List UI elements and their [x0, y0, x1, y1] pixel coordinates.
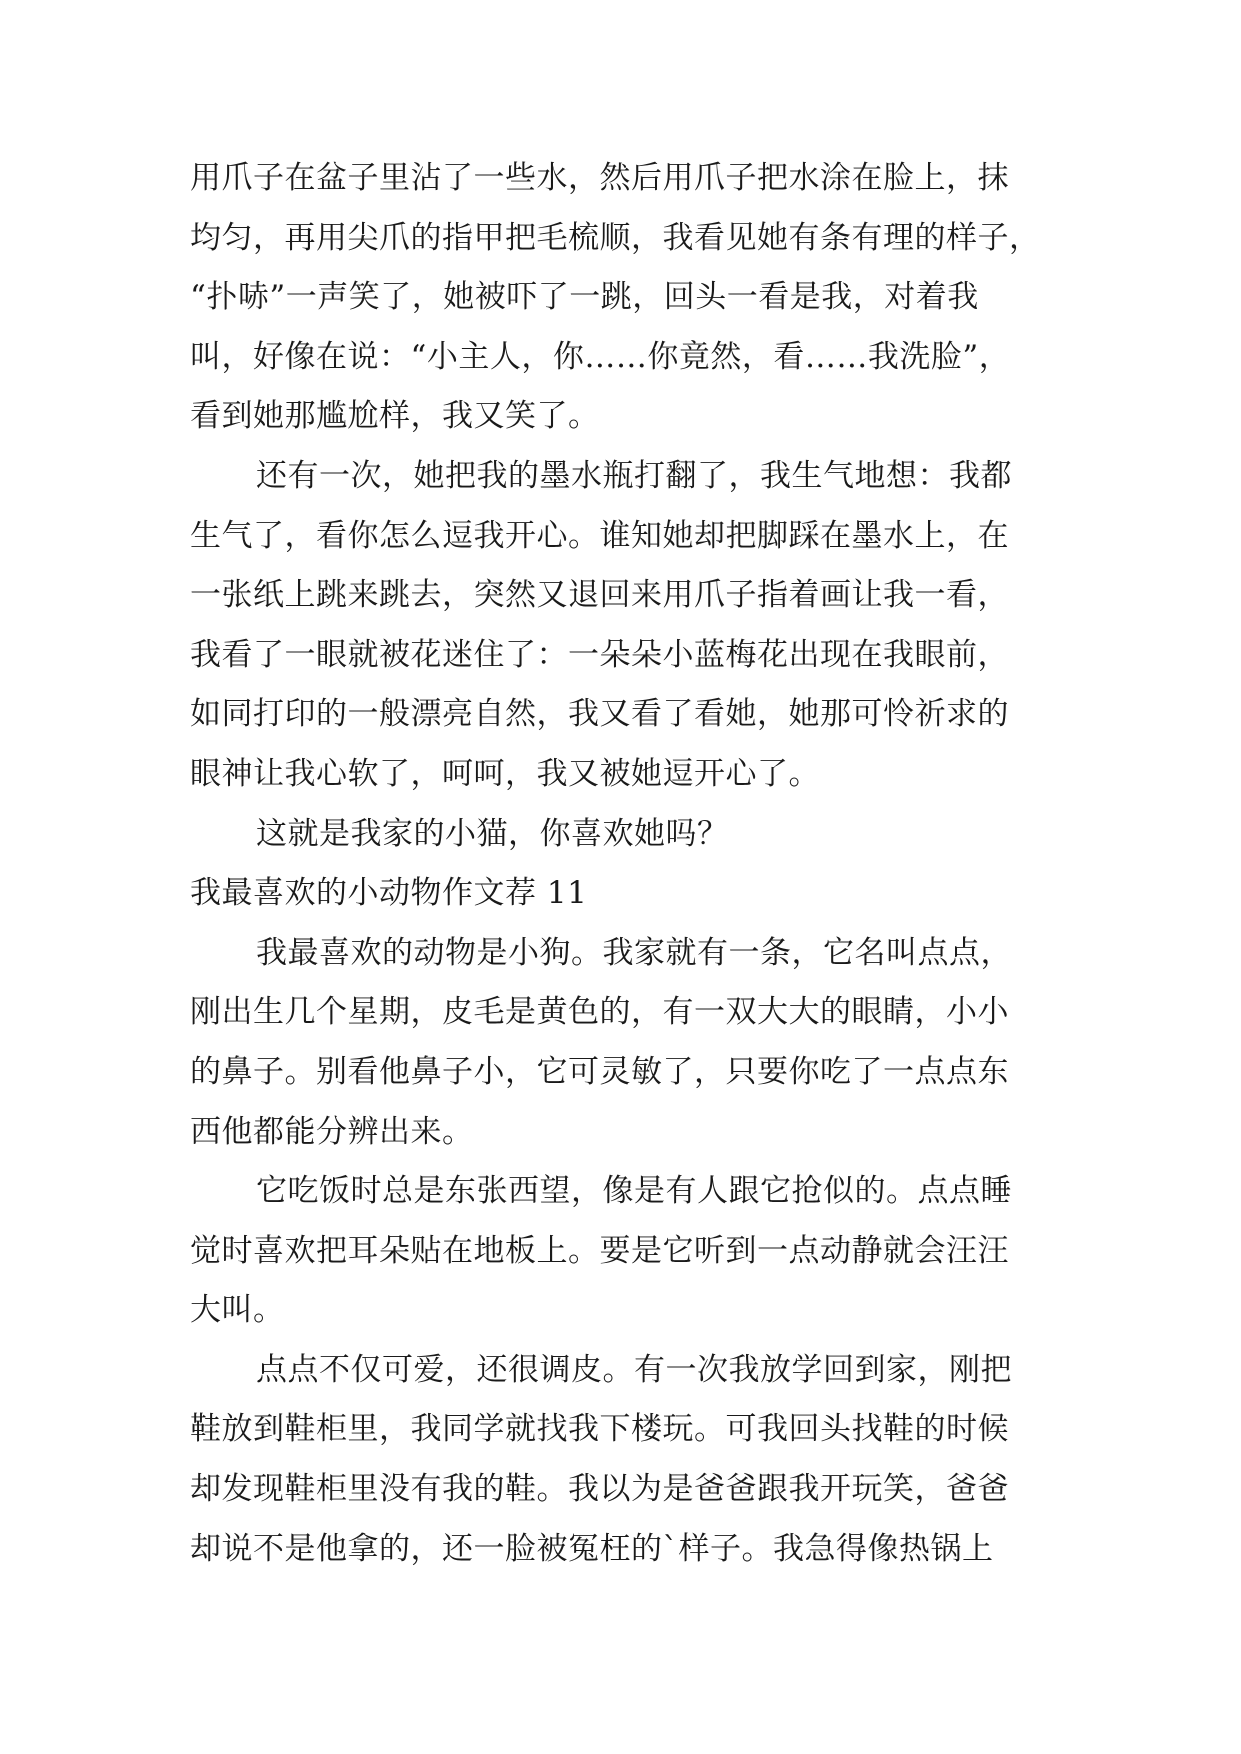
text-line: 的鼻子。别看他鼻子小，它可灵敏了，只要你吃了一点点东	[190, 1053, 1009, 1090]
paragraph-start-line: 这就是我家的小猫，你喜欢她吗？	[256, 815, 729, 852]
paragraph-start-line: 还有一次，她把我的墨水瓶打翻了，我生气地想：我都	[256, 457, 1012, 494]
paragraph-start-line: 它吃饭时总是东张西望，像是有人跟它抢似的。点点睡	[256, 1173, 1012, 1210]
text-line: 如同打印的一般漂亮自然，我又看了看她，她那可怜祈求的	[190, 696, 1009, 733]
text-line: 均匀，再用尖爪的指甲把毛梳顺，我看见她有条有理的样子，	[190, 219, 1041, 256]
text-line: 西他都能分辨出来。	[190, 1113, 474, 1150]
text-line: 用爪子在盆子里沾了一些水，然后用爪子把水涂在脸上，抹	[190, 160, 1009, 196]
text-line: 我看了一眼就被花迷住了：一朵朵小蓝梅花出现在我眼前，	[190, 636, 1009, 673]
text-line: 鞋放到鞋柜里，我同学就找我下楼玩。可我回头找鞋的时候	[190, 1411, 1009, 1448]
text-line: 生气了，看你怎么逗我开心。谁知她却把脚踩在墨水上，在	[190, 517, 1009, 554]
text-line: 觉时喜欢把耳朵贴在地板上。要是它听到一点动静就会汪汪	[190, 1232, 1009, 1269]
text-line: 一张纸上跳来跳去，突然又退回来用爪子指着画让我一看，	[190, 577, 1009, 614]
paragraph-start-line: 点点不仅可爱，还很调皮。有一次我放学回到家，刚把	[256, 1351, 1012, 1388]
text-line: 看到她那尴尬样，我又笑了。	[190, 398, 600, 435]
text-line: 眼神让我心软了，呵呵，我又被她逗开心了。	[190, 755, 820, 792]
text-line: “扑哧”一声笑了，她被吓了一跳，回头一看是我，对着我	[190, 279, 979, 316]
text-line: 却说不是他拿的，还一脸被冤枉的`样子。我急得像热锅上	[190, 1530, 994, 1567]
text-line: 却发现鞋柜里没有我的鞋。我以为是爸爸跟我开玩笑，爸爸	[190, 1471, 1009, 1508]
text-line: 刚出生几个星期，皮毛是黄色的，有一双大大的眼睛，小小	[190, 994, 1009, 1031]
paragraph-start-line: 我最喜欢的动物是小狗。我家就有一条，它名叫点点，	[256, 934, 1012, 971]
section-heading: 我最喜欢的小动物作文荐 11	[190, 875, 588, 912]
document-page	[190, 149, 1070, 1579]
text-line: 叫，好像在说：“小主人，你……你竟然，看……我洗脸”，	[190, 338, 1011, 375]
text-line: 大叫。	[190, 1292, 285, 1329]
